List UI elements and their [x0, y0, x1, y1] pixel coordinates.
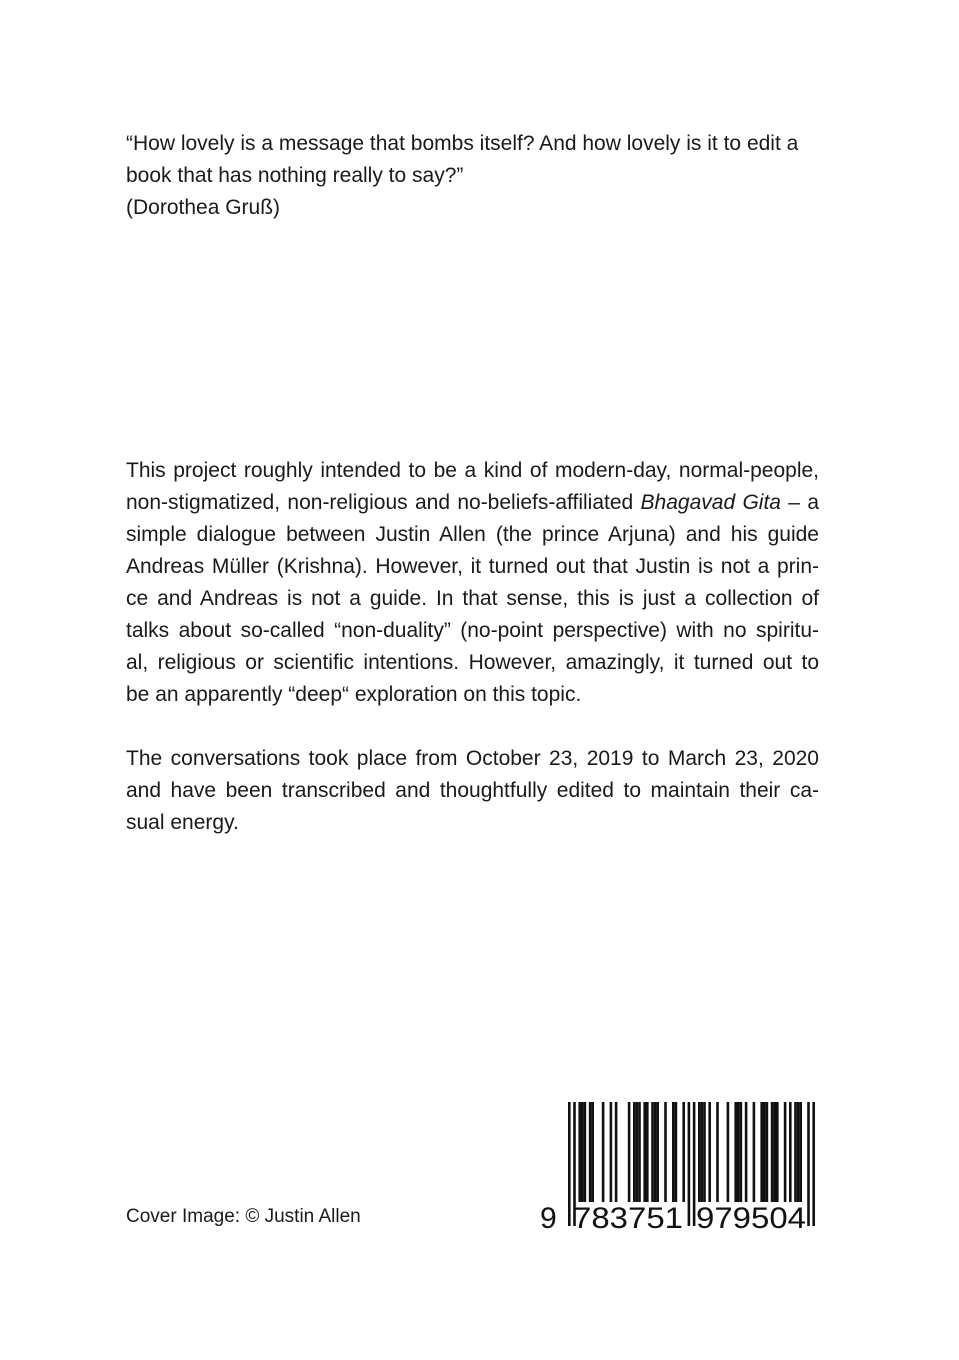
barcode-bar — [675, 1102, 678, 1202]
description-line: al, religious or scientific intentions. However, amazingly, it turned out to — [126, 651, 819, 674]
epigraph-line-2: book that has nothing really to say?” — [126, 164, 464, 187]
barcode-bar — [794, 1102, 797, 1202]
description-line — [126, 487, 819, 519]
description-line: ce and Andreas is not a guide. In that sense, this is just a collection of — [126, 587, 819, 610]
barcode-bar — [773, 1102, 776, 1202]
description-text: – a — [780, 491, 819, 514]
description-line: Andreas Müller (Krishna). However, it turned out that Justin is not a prin- — [126, 555, 819, 578]
barcode-bar — [578, 1102, 581, 1202]
barcode-bar — [701, 1102, 704, 1202]
barcode-guard-bar — [688, 1102, 691, 1226]
barcode-bar — [771, 1102, 774, 1202]
barcode-bar — [789, 1102, 792, 1202]
barcode-bar — [740, 1102, 743, 1202]
description-paragraph-2 — [126, 743, 819, 839]
barcode-bar — [615, 1102, 618, 1202]
barcode-bar — [633, 1102, 636, 1202]
barcode-guard-bar — [693, 1102, 696, 1226]
description-line: and have been transcribed and thoughtfully edited to maintain their ca- — [126, 779, 819, 802]
barcode-bar — [766, 1102, 769, 1202]
barcode-bar — [672, 1102, 675, 1202]
barcode-left-digits: 783751 — [573, 1202, 683, 1232]
description-line: sual energy. — [126, 811, 239, 834]
barcode-bar — [698, 1102, 701, 1202]
barcode-bar — [799, 1102, 802, 1202]
barcode-bar — [591, 1102, 594, 1202]
barcode-bar — [643, 1102, 646, 1202]
epigraph-line-1: “How lovely is a message that bombs itself? And how lovely is it to edit a — [126, 132, 799, 155]
barcode-bar — [734, 1102, 737, 1202]
description-line: talks about so-called “non-duality” (no-point perspective) with no spiritu- — [126, 619, 819, 642]
description-paragraph-1 — [126, 455, 819, 711]
description-line: simple dialogue between Justin Allen (the prince Arjuna) and his guide — [126, 523, 819, 546]
barcode-bar — [602, 1102, 605, 1202]
barcode-bar — [797, 1102, 800, 1202]
barcode-right-digits: 979504 — [696, 1202, 806, 1232]
barcode-bar — [664, 1102, 667, 1202]
barcode-bar — [628, 1102, 631, 1202]
cover-image-credit: Cover Image: © Justin Allen — [126, 1206, 361, 1227]
barcode-bar — [682, 1102, 685, 1202]
description-line: The conversations took place from October 23, 2019 to March 23, 2020 — [126, 747, 819, 770]
barcode-bar — [638, 1102, 641, 1202]
barcode-bar — [727, 1102, 730, 1202]
description-line: be an apparently “deep“ exploration on this topic. — [126, 683, 582, 706]
barcode-guard-bar — [812, 1102, 815, 1226]
barcode-bar — [745, 1102, 748, 1202]
barcode-bar — [753, 1102, 756, 1202]
barcode-bar — [784, 1102, 787, 1202]
barcode-bar — [760, 1102, 763, 1202]
barcode-bar — [610, 1102, 613, 1202]
barcode-bar — [763, 1102, 766, 1202]
description-line: This project roughly intended to be a kind of modern-day, normal-people, — [126, 459, 819, 482]
barcode-lead-digit: 9 — [540, 1202, 557, 1232]
barcode-bar — [656, 1102, 659, 1202]
book-description — [126, 455, 819, 839]
barcode-bar — [776, 1102, 779, 1202]
epigraph — [126, 128, 819, 224]
epigraph-attribution: (Dorothea Gruß) — [126, 196, 281, 219]
barcode-bar — [646, 1102, 649, 1202]
book-title-reference: Bhagavad Gita — [640, 491, 781, 514]
barcode-bar — [654, 1102, 657, 1202]
barcode-bar — [651, 1102, 654, 1202]
barcode-bar — [636, 1102, 639, 1202]
barcode-bar — [737, 1102, 740, 1202]
barcode-bar — [708, 1102, 711, 1202]
description-text: non-stigmatized, non-religious and no-beliefs-affiliated — [126, 491, 641, 514]
barcode-guard-bar — [568, 1102, 571, 1226]
isbn-barcode — [538, 1100, 820, 1232]
barcode-guard-bar — [807, 1102, 810, 1226]
barcode-bar — [703, 1102, 706, 1202]
barcode-bar — [584, 1102, 587, 1202]
barcode-bar — [589, 1102, 592, 1202]
barcode-bar — [716, 1102, 719, 1202]
barcode-graphic — [538, 1100, 820, 1232]
barcode-bar — [581, 1102, 584, 1202]
